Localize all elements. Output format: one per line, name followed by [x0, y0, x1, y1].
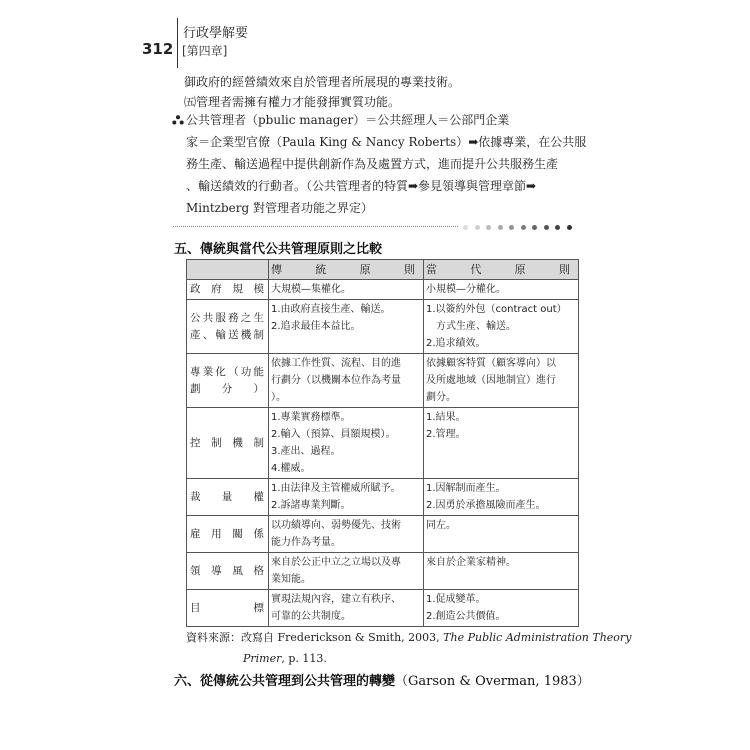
section-6-citation: （Garson & Overman, 1983） [395, 674, 590, 689]
contemporary-line: 1.促成變革。 [426, 594, 486, 605]
body-line-1: 御政府的經營績效來自於管理者所展現的專業技術。 [184, 75, 461, 89]
traditional-line: 1.由法律及主管權威所賦予。 [271, 483, 401, 494]
contemporary-line: 及所處地域（因地制宜）進行 [426, 375, 556, 386]
traditional-cell [269, 553, 424, 590]
source-prefix: 資料來源：改寫自 Frederickson & Smith, 2003, [186, 631, 444, 644]
row-label: 裁量權 [187, 479, 269, 516]
divider-dot [532, 225, 537, 230]
traditional-line: 以功績導向、弱勢優先、技術 [271, 520, 401, 531]
contemporary-line: 2.創造公共價值。 [426, 611, 506, 622]
contemporary-line: 來自於企業家精神。 [426, 557, 516, 568]
traditional-line: 依據工作性質、流程、目的進 [271, 358, 401, 369]
three-dots-triangle-icon [172, 115, 184, 128]
divider-dot [463, 225, 468, 230]
contemporary-cell [424, 553, 579, 590]
traditional-line: 4.權威。 [271, 463, 311, 474]
table-row [187, 553, 579, 590]
table-row [187, 590, 579, 627]
contemporary-line: 1.以簽約外包（contract out） [426, 304, 567, 315]
contemporary-line: 2.管理。 [426, 429, 466, 440]
traditional-line: 來自於公正中立之立場以及專 [271, 557, 401, 568]
traditional-cell [269, 479, 424, 516]
contemporary-cell [424, 479, 579, 516]
contemporary-line: 劃分。 [426, 392, 456, 403]
contemporary-cell [424, 590, 579, 627]
table-row [187, 354, 579, 408]
chapter-label: [第四章] [182, 44, 228, 58]
traditional-line: ）。 [271, 392, 286, 403]
contemporary-cell [424, 516, 579, 553]
section-heading-6 [174, 670, 590, 689]
divider-dot [486, 225, 491, 230]
contemporary-line: 1.因解制而產生。 [426, 483, 506, 494]
traditional-line: 可靠的公共制度。 [271, 611, 351, 622]
contemporary-line: 1.結果。 [426, 412, 466, 423]
divider-dot [475, 225, 480, 230]
traditional-line: 行劃分（以機關本位作為考量 [271, 375, 401, 386]
traditional-cell [269, 590, 424, 627]
traditional-cell [269, 516, 424, 553]
row-label: 專業化（功能劃分） [187, 354, 269, 408]
dotted-rule [173, 226, 458, 227]
table-row [187, 479, 579, 516]
source-title-1: The Public Administration Theory [443, 631, 632, 644]
divider-dot [544, 225, 549, 230]
traditional-line: 1.專業實務標準。 [271, 412, 351, 423]
table-header-row [187, 260, 579, 280]
paragraph-line: 公共管理者（pbulic manager）＝公共經理人＝公部門企業 [186, 113, 510, 127]
comparison-table [186, 259, 579, 627]
contemporary-line: 依據顧客特質（顧客導向）以 [426, 358, 556, 369]
row-label: 雇用關係 [187, 516, 269, 553]
row-label: 公共服務之生產、輸送機制 [187, 300, 269, 354]
source-title-2: Primer [243, 652, 282, 665]
row-label: 控制機制 [187, 408, 269, 479]
traditional-cell [269, 408, 424, 479]
traditional-line: 3.產出、過程。 [271, 446, 341, 457]
paragraph-line: 家＝企業型官僚（Paula King & Nancy Roberts）➡依據專業，在公共服 [186, 135, 587, 149]
source-note-continued [243, 652, 327, 665]
section-divider [173, 225, 578, 229]
traditional-line: 2.訴諸專業判斷。 [271, 500, 351, 511]
divider-dot [509, 225, 514, 230]
contemporary-line: 同左。 [426, 520, 456, 531]
table-header-cell [187, 260, 269, 280]
header-divider [177, 18, 178, 68]
traditional-cell [269, 354, 424, 408]
contemporary-line: 2.因勇於承擔風險而產生。 [426, 500, 546, 511]
contemporary-line: 2.追求績效。 [426, 338, 486, 349]
paragraph-line: 、輸送績效的行動者。（公共管理者的特質➡參見領導與管理章節➡ [186, 179, 537, 193]
traditional-cell [269, 300, 424, 354]
traditional-line: 能力作為考量。 [271, 537, 341, 548]
row-label: 目標 [187, 590, 269, 627]
paragraph-line: 務生產、輸送過程中提供創新作為及處置方式，進而提升公共服務生產 [186, 157, 559, 171]
traditional-line: 1.由政府直接生產、輸送。 [271, 304, 391, 315]
table-header-cell: 傳統原則 [269, 260, 424, 280]
table-row [187, 300, 579, 354]
paragraph-line: Mintzberg 對管理者功能之界定） [186, 201, 374, 215]
body-line-2: ㈤管理者需擁有權力才能發揮實質功能。 [184, 95, 401, 109]
contemporary-line: 方式生產、輸送。 [426, 321, 516, 332]
contemporary-cell [424, 408, 579, 479]
traditional-cell [269, 280, 424, 300]
book-title: 行政學解要 [183, 26, 249, 41]
contemporary-cell [424, 354, 579, 408]
traditional-line: 業知能。 [271, 574, 311, 585]
section-6-title: 六、從傳統公共管理到公共管理的轉變 [174, 674, 396, 689]
table-header-cell: 當代原則 [424, 260, 579, 280]
source-suffix: , p. 113. [281, 652, 327, 665]
source-note [186, 629, 631, 645]
contemporary-line: 小規模—分權化。 [426, 284, 506, 295]
row-label: 領導風格 [187, 553, 269, 590]
table-row [187, 408, 579, 479]
traditional-line: 大規模—集權化。 [271, 284, 351, 295]
row-label: 政府規模 [187, 280, 269, 300]
contemporary-cell [424, 280, 579, 300]
traditional-line: 2.追求最佳本益比。 [271, 321, 361, 332]
table-row [187, 516, 579, 553]
page-number: 312 [142, 40, 174, 58]
divider-dot [555, 225, 560, 230]
divider-dot [567, 225, 572, 230]
divider-dot [498, 225, 503, 230]
table-row [187, 280, 579, 300]
divider-dot [521, 225, 526, 230]
section-heading: 五、傳統與當代公共管理原則之比較 [174, 242, 383, 257]
traditional-line: 2.輸入（預算、員額規模）。 [271, 429, 396, 440]
contemporary-cell [424, 300, 579, 354]
traditional-line: 實現法規內容，建立有秩序、 [271, 594, 401, 605]
